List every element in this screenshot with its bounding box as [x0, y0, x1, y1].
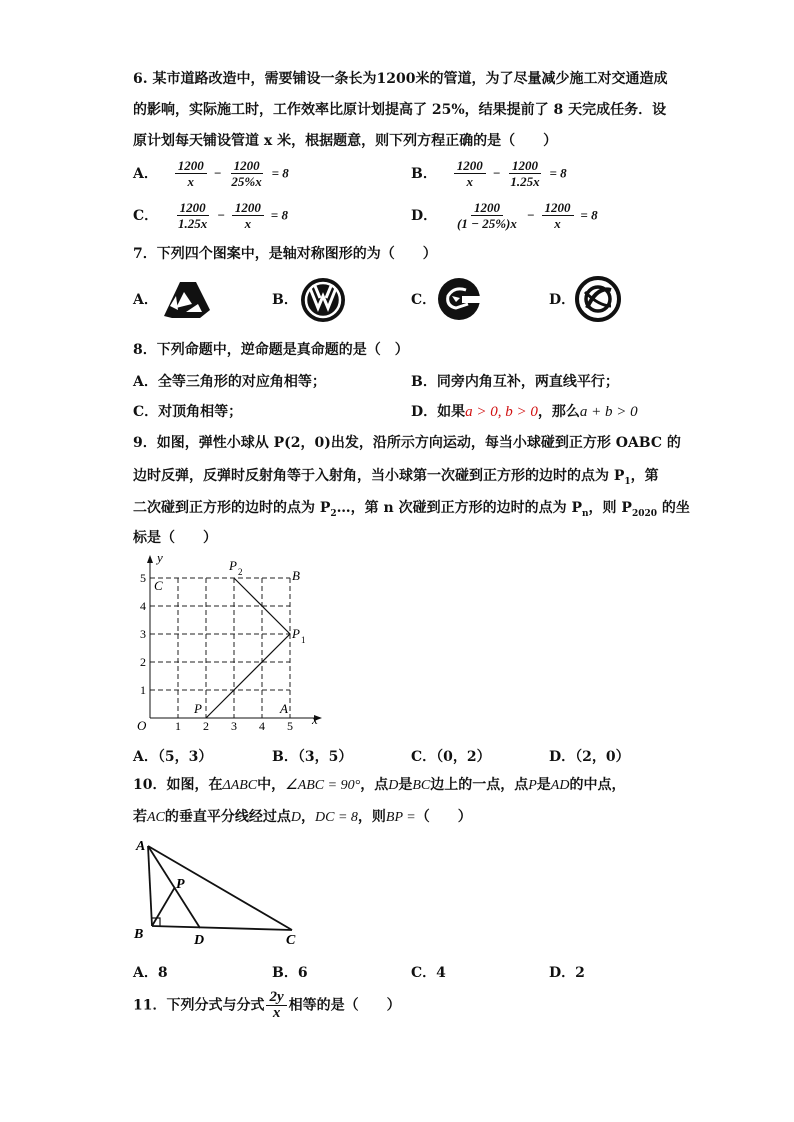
recycle-logo-icon: [160, 276, 212, 320]
y-axis-arrow: [147, 555, 153, 563]
q6-line2: 的影响，实际施工时，工作效率比原计划提高了 25%，结果提前了 8 天完成任务．设: [133, 102, 667, 118]
q6-option-b: B． $\frac{1200}{x}$ − $\frac{1200}{1.25x}$ = 8: [411, 158, 567, 189]
side-ab: [148, 846, 152, 926]
q9-line2: 边时反弹，反弹时反射角等于入射角，当小球第一次碰到正方形的边时的点为 $P_1$，第: [133, 468, 659, 487]
point-p-label: P: [176, 877, 185, 892]
x-tick-5: 5: [287, 719, 293, 732]
q10-triangle-figure: [130, 836, 310, 948]
vertex-b-label: B: [134, 927, 144, 942]
side-ac: [148, 846, 292, 930]
grid-lines: [150, 578, 290, 718]
q9-option-a: A．（5，3）: [133, 749, 213, 765]
y-tick-4: 4: [140, 599, 146, 613]
x-tick-4: 4: [259, 719, 265, 732]
q7-label-d: D．: [549, 292, 576, 308]
q7-stem: 7．下列四个图案中，是轴对称图形的为（ ）: [133, 246, 437, 262]
q10-line2: 若AC的垂直平分线经过点D，DC = 8，则BP =（ ）: [133, 809, 472, 825]
point-p-label: P: [194, 701, 202, 716]
point-b-label: B: [292, 568, 300, 583]
q10-option-a: A．8: [133, 965, 168, 981]
x-tick-1: 1: [175, 719, 181, 732]
q10-option-c: C．4: [411, 965, 446, 981]
q9-line3: 二次碰到正方形的边时的点为 $P_2\dots$，第 n 次碰到正方形的边时的点为 $P_n$，则 $P_{2020}$ 的坐: [133, 500, 690, 519]
q8-option-d: D．如果a > 0, b > 0，那么a + b > 0: [411, 404, 638, 420]
q9-line1: 9．如图，弹性小球从 P(2，0)出发，沿所示方向运动，每当小球碰到正方形 OABC 的: [133, 435, 681, 451]
q7-label-b: B．: [272, 292, 298, 308]
y-tick-5: 5: [140, 571, 146, 585]
segment-bp: [152, 887, 175, 926]
point-a-label: A: [280, 701, 288, 716]
y-tick-1: 1: [140, 683, 146, 697]
q9-line4: 标是（ ）: [133, 530, 217, 546]
q7-label-a: A．: [133, 292, 158, 308]
point-p2-label: P: [229, 558, 237, 573]
origin-label: O: [137, 718, 147, 732]
q10-option-b: B．6: [272, 965, 308, 981]
q8-stem: 8．下列命题中，逆命题是真命题的是（ ）: [133, 342, 409, 358]
y-tick-3: 3: [140, 627, 146, 641]
q6-line3: 原计划每天铺设管道 x 米，根据题意，则下列方程正确的是（ ）: [133, 133, 558, 149]
point-p1-subscript: 1: [301, 635, 306, 645]
q8-option-a: A．全等三角形的对应角相等；: [133, 374, 326, 390]
point-p1-label: P: [292, 626, 300, 641]
ball-path: [206, 578, 290, 718]
side-bc: [152, 926, 292, 930]
q10-option-d: D．2: [549, 965, 585, 981]
ring-logo-icon: [573, 276, 623, 322]
q11-stem: 11．下列分式与分式 $\frac{2y}{x}$ 相等的是（ ）: [133, 989, 401, 1021]
q7-label-c: C．: [411, 292, 437, 308]
q9-option-c: C．（0，2）: [411, 749, 491, 765]
q9-option-b: B．（3，5）: [272, 749, 353, 765]
c-shaped-logo-icon: [436, 276, 484, 322]
point-c-label: C: [154, 578, 163, 593]
q6-option-a: A． $\frac{1200}{x}$ − $\frac{1200}{25\%x}$ = 8: [133, 158, 289, 189]
x-axis-label: x: [312, 712, 318, 727]
q6-option-d: D． $\frac{1200}{(1 - 25\%)x}$ − $\frac{1200}{x}$ = 8: [411, 200, 598, 231]
vertex-c-label: C: [286, 933, 296, 948]
q10-line1: 10．如图，在ΔABC中，∠ABC = 90°，点D是BC边上的一点，点P是AD的中点，: [133, 777, 626, 793]
volkswagen-logo-icon: [298, 276, 348, 324]
y-tick-2: 2: [140, 655, 146, 669]
point-d-label: D: [194, 933, 205, 948]
q6-option-c: C． $\frac{1200}{1.25x}$ − $\frac{1200}{x}$ = 8: [133, 200, 288, 231]
x-tick-2: 2: [203, 719, 209, 732]
q9-coordinate-figure: [132, 550, 332, 732]
q8-option-b: B．同旁内角互补，两直线平行；: [411, 374, 619, 390]
q9-option-d: D．（2，0）: [549, 749, 630, 765]
q8-option-c: C．对顶角相等；: [133, 404, 243, 420]
vertex-a-label: A: [136, 839, 146, 854]
point-p2-subscript: 2: [238, 567, 243, 577]
y-axis-label: y: [157, 550, 163, 565]
x-tick-3: 3: [231, 719, 237, 732]
q6-line1: 6. 某市道路改造中，需要铺设一条长为1200米的管道，为了尽量减少施工对交通造成: [133, 71, 668, 87]
